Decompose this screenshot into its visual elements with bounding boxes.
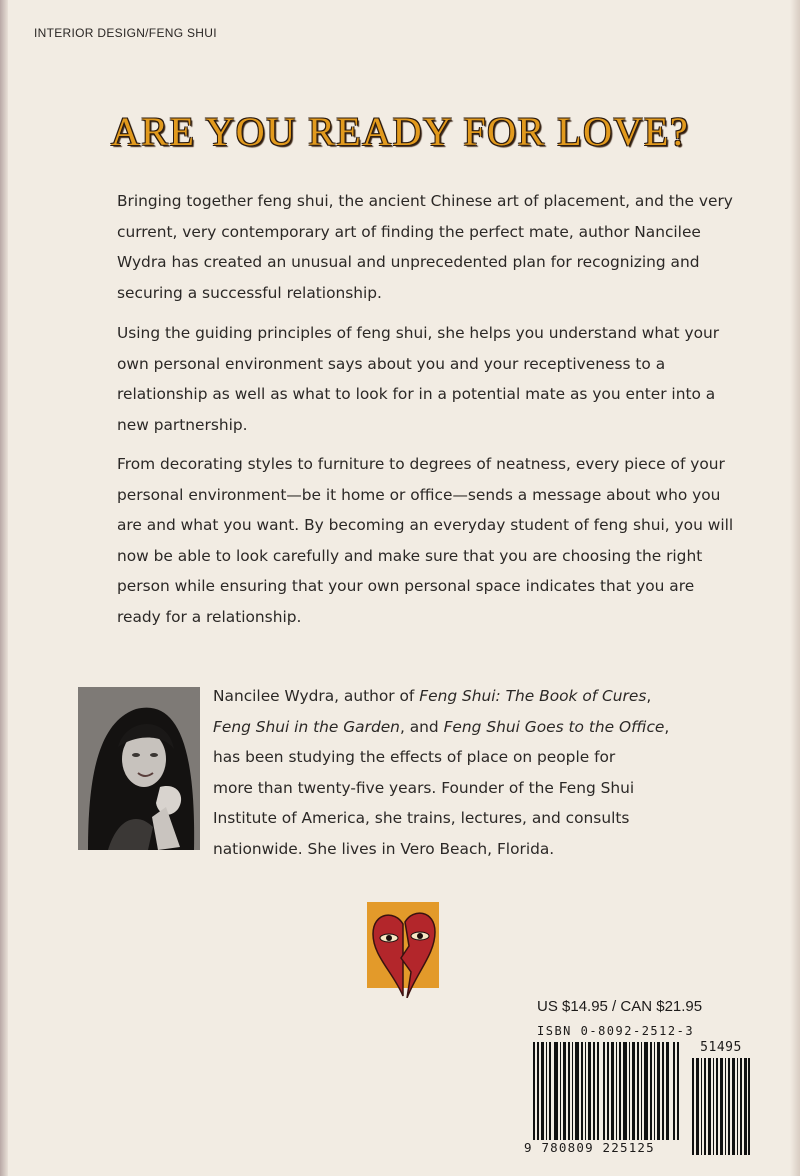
- bio-intro-text: Nancilee Wydra, author of: [213, 687, 420, 705]
- book-title-1: Feng Shui: The Book of Cures: [419, 687, 647, 705]
- price-label: US $14.95 / CAN $21.95: [537, 998, 703, 1015]
- bio-line-3: has been studying the effects of place on people for: [213, 748, 616, 766]
- barcode-ean-number: 9 780809 225125: [520, 1140, 690, 1155]
- headline: ARE YOU READY FOR LOVE?: [110, 109, 690, 154]
- author-photo: [78, 687, 200, 850]
- description-paragraph-3: From decorating styles to furniture to degrees of neatness, every piece of your personal environment—be it home or office—sends a message about who you are and what you want. By becoming an everyday student of feng shui, you will now be able to look carefully and make sure that you are choosing the right person while ensuring that your own personal space indicates that you are ready for a relationship.: [117, 455, 734, 626]
- description-paragraph-1: Bringing together feng shui, the ancient Chinese art of placement, and the very current, very contemporary art of finding the perfect mate, author Nancilee Wydra has created an unusual and unprecedented plan for recognizing and securing a successful relationship.: [117, 192, 733, 302]
- barcode-icon: [531, 1042, 681, 1155]
- bio-line-1: [213, 681, 753, 712]
- bio-punctuation: ,: [646, 687, 652, 705]
- bio-line-2: [213, 712, 753, 743]
- bio-line-4: more than twenty-five years. Founder of the Feng Shui: [213, 778, 635, 797]
- book-title-2: Feng Shui in the Garden: [213, 717, 400, 736]
- bio-punctuation: ,: [664, 717, 670, 736]
- publisher-logo: [367, 902, 439, 998]
- description-paragraph-2: Using the guiding principles of feng shui, she helps you understand what your own personal environment says about you and your receptiveness to a relationship as well as what to look for in a potential mate as you enter into a new partnership.: [117, 324, 720, 434]
- page-edge-left: [0, 0, 8, 1176]
- author-bio: [213, 681, 753, 864]
- bio-line-6: nationwide. She lives in Vero Beach, Florida.: [213, 839, 555, 858]
- heart-face-logo-icon: [367, 902, 439, 998]
- barcode-addon-number: 51495: [700, 1040, 742, 1055]
- isbn-label: ISBN 0-8092-2512-3: [537, 1024, 695, 1038]
- barcode-addon-icon: [691, 1058, 751, 1155]
- book-title-3: Feng Shui Goes to the Office: [443, 717, 665, 736]
- bio-conjunction: , and: [399, 717, 444, 736]
- bio-line-5: Institute of America, she trains, lectures, and consults: [213, 809, 630, 827]
- category-label: INTERIOR DESIGN/FENG SHUI: [34, 26, 217, 40]
- page-edge-right: [790, 0, 800, 1176]
